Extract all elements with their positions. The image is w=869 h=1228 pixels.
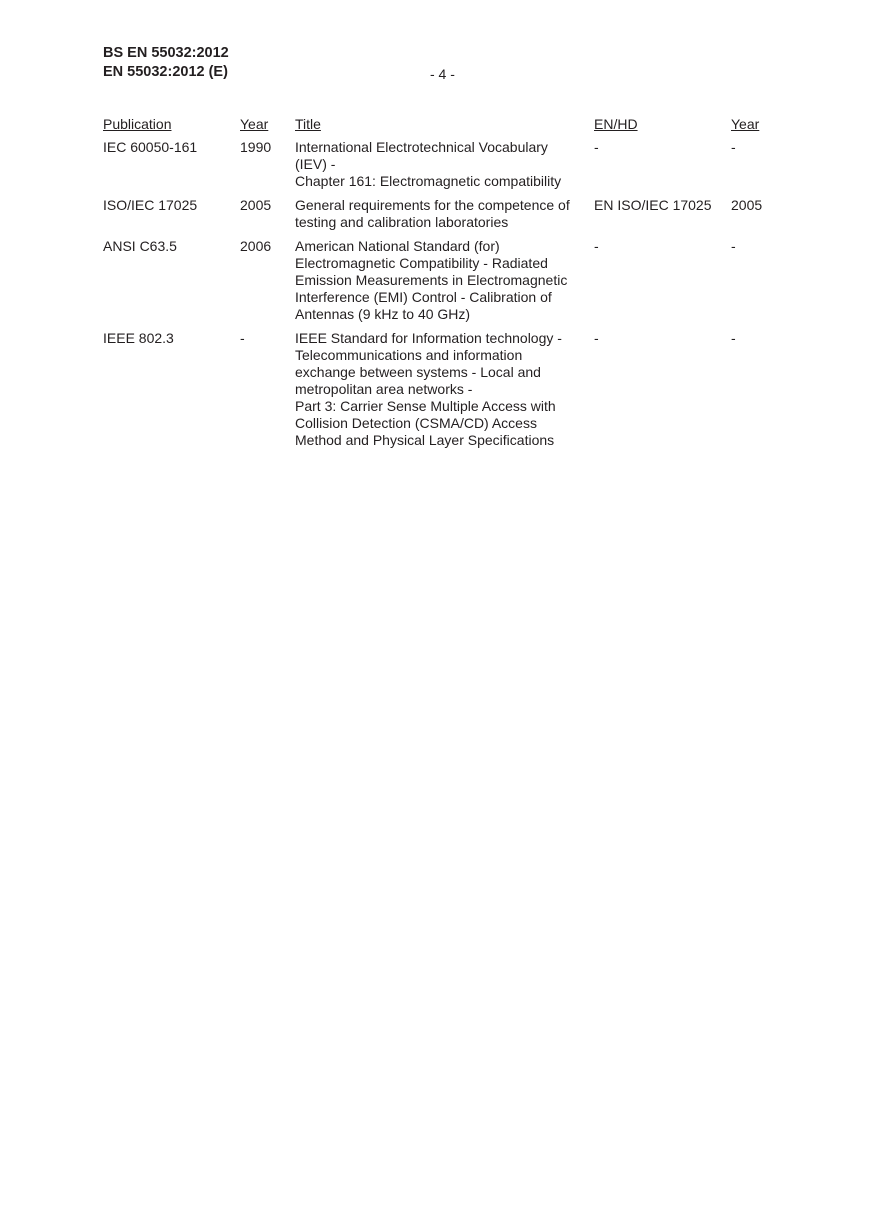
normative-references-table	[103, 116, 771, 456]
column-header-en-year: Year	[731, 116, 760, 132]
cell-year: 2005	[240, 197, 272, 213]
cell-en-year: 2005	[731, 197, 763, 213]
column-header-year: Year	[240, 116, 269, 132]
cell-en-year: -	[731, 139, 736, 155]
cell-en-hd: -	[594, 139, 599, 155]
cell-title: General requirements for the competence of testing and calibration laboratories	[295, 197, 570, 230]
cell-en-year: -	[731, 238, 736, 254]
cell-publication: IEEE 802.3	[103, 330, 174, 346]
cell-year: 1990	[240, 139, 272, 155]
cell-en-year: -	[731, 330, 736, 346]
table-header-row	[103, 116, 771, 139]
cell-title: IEEE Standard for Information technology - Telecommunications and information exchange between systems - Local and metropolitan area networks - Part 3: Carrier Sense Multiple Access with Collision Detection (CSMA/CD) Access Method and Physical Layer Specifications	[295, 330, 562, 448]
standard-id-en: EN 55032:2012 (E)	[103, 64, 228, 80]
column-header-title: Title	[295, 116, 321, 132]
cell-en-hd: -	[594, 238, 599, 254]
cell-publication: ISO/IEC 17025	[103, 197, 198, 213]
table-row	[103, 238, 771, 330]
cell-en-hd: -	[594, 330, 599, 346]
table-row	[103, 197, 771, 238]
table-row	[103, 330, 771, 456]
table-row	[103, 139, 771, 197]
standard-id-bs: BS EN 55032:2012	[103, 45, 229, 61]
cell-publication: ANSI C63.5	[103, 238, 177, 254]
cell-title: International Electrotechnical Vocabulary (IEV) - Chapter 161: Electromagnetic compatibility	[295, 139, 562, 189]
cell-year: 2006	[240, 238, 272, 254]
column-header-publication: Publication	[103, 116, 172, 132]
cell-year: -	[240, 330, 245, 346]
document-header	[103, 44, 229, 82]
cell-title: American National Standard (for) Electromagnetic Compatibility - Radiated Emission Measurements in Electromagnetic Interference (EMI) Control - Calibration of Antennas (9 kHz to 40 GHz)	[295, 238, 568, 322]
page-number: - 4 -	[430, 66, 455, 82]
cell-en-hd: EN ISO/IEC 17025	[594, 197, 712, 213]
column-header-en-hd: EN/HD	[594, 116, 638, 132]
cell-publication: IEC 60050-161	[103, 139, 198, 155]
